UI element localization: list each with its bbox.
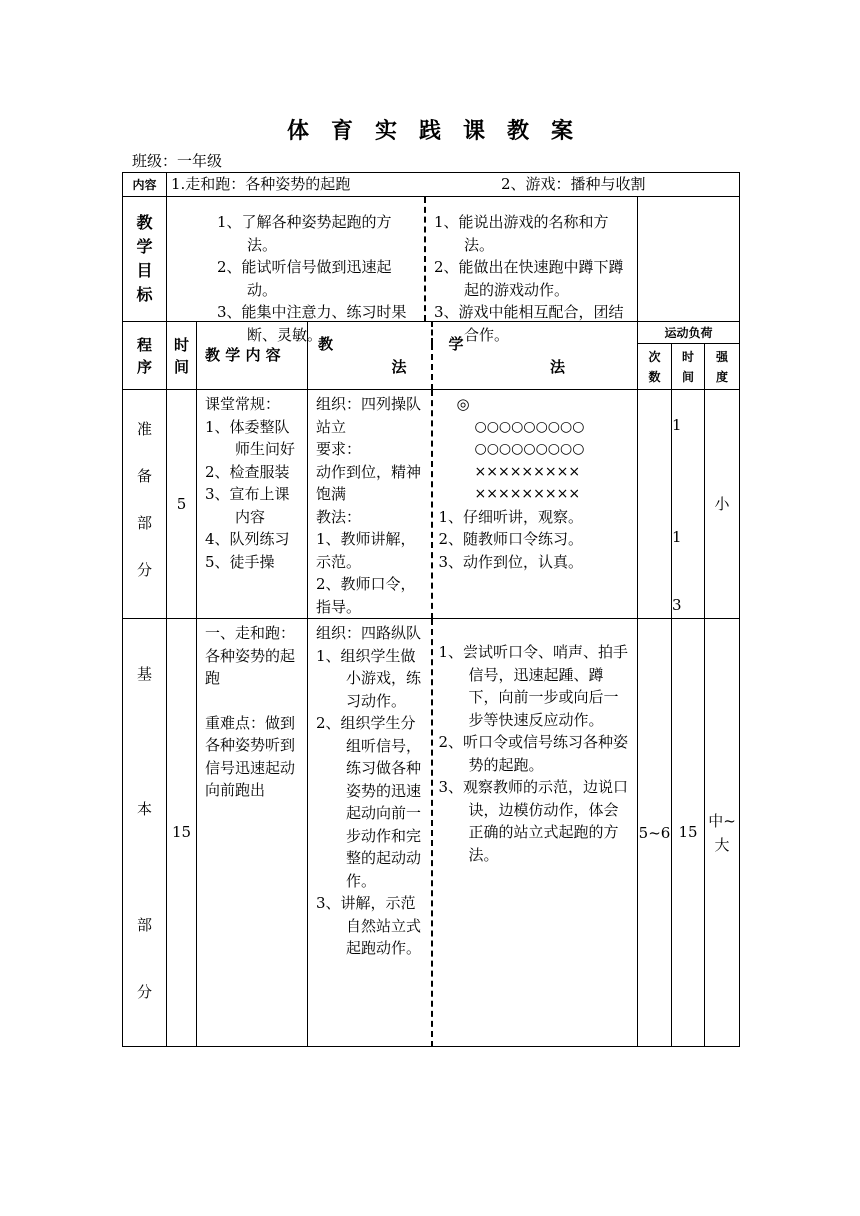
prep-content-item: 4、队列练习: [205, 530, 290, 548]
prep-label-char-2: 备: [136, 467, 152, 485]
prep-teach-item: 教法：: [316, 507, 362, 526]
title-char: 教: [507, 118, 530, 144]
prep-label-char-3: 部: [136, 514, 152, 532]
prep-teach-item: 组织：四列操队站立: [316, 395, 422, 436]
goal-item: 2、能试听信号做到迅速起动。: [217, 258, 392, 299]
title-char: 实: [374, 118, 397, 144]
prep-content-item: 课堂常规：: [205, 395, 281, 413]
header-learn-b: 法: [549, 357, 565, 376]
title-char: 育: [330, 118, 353, 144]
prep-load-time-2: 1: [672, 528, 682, 546]
prep-section-label: [123, 390, 167, 619]
class-label: 班级：一年级: [132, 152, 223, 170]
goals-label: [123, 197, 167, 322]
prep-content-item: 5、徒手操: [205, 552, 275, 571]
main-count: 5~6: [638, 619, 672, 1047]
header-order-char-2: 序: [136, 357, 152, 376]
main-learn-item: 3、观察教师的示范，边说口诀，边模仿动作，体会正确的站立式起跑的方法。: [438, 778, 629, 864]
student-row-circles: ○○○○○○○○○: [474, 418, 585, 435]
main-load-time: 15: [672, 619, 705, 1047]
header-load-time: [672, 344, 705, 390]
main-learn-item: 2、听口令或信号练习各种姿势的起跑。: [438, 733, 629, 774]
main-teach: [308, 619, 432, 1047]
content-item-2: 2、游戏：播种与收割: [501, 175, 646, 194]
prep-content-item: 2、检查服装: [205, 462, 290, 481]
lesson-plan-table: [122, 172, 740, 1047]
prep-content: [197, 390, 308, 619]
goal-item: 1、了解各种姿势起跑的方法。: [217, 213, 392, 254]
prep-teach-item: 要求：: [316, 440, 362, 458]
header-order-char-1: 程: [136, 335, 152, 354]
header-time-char-1: 时: [173, 335, 189, 354]
prep-count: [638, 390, 672, 619]
prep-teach-item: 动作到位，精神饱满: [316, 462, 422, 503]
prep-learn: [432, 390, 638, 619]
header-count-char-2: 数: [648, 369, 661, 384]
goals-label-char-4: 标: [136, 285, 153, 304]
header-count: [638, 344, 672, 390]
header-time-char-2: 间: [173, 357, 189, 376]
goal-item: 3、能集中注意力、练习时果断、灵敏。: [217, 303, 407, 344]
student-row-circles: ○○○○○○○○○: [474, 441, 585, 457]
student-row-crosses: ×××××××××: [474, 463, 581, 480]
header-learn-a: 学: [448, 335, 464, 353]
header-load: 运动负荷: [638, 322, 740, 344]
prep-learn-item: 2、随教师口令练习。: [438, 530, 584, 548]
prep-teach-item: 2、教师口令，指导。: [316, 575, 416, 616]
main-content: [197, 619, 308, 1047]
goals-label-char-2: 学: [136, 237, 153, 256]
goals-right: [426, 197, 637, 344]
goals-label-char-1: 教: [136, 213, 153, 232]
main-learn-item: 1、尝试听口令、哨声、拍手信号，迅速起踵、蹲下，向前一步或向后一步等快速反应动作。: [438, 643, 629, 729]
prep-label-char-1: 准: [136, 420, 152, 438]
main-teach-item: 1、组织学生做小游戏，练习动作。: [316, 646, 422, 710]
title-char: 案: [551, 118, 574, 144]
goals-right-extension: [638, 197, 740, 322]
prep-load-time-1: 1: [672, 416, 682, 434]
goal-item: 1、能说出游戏的名称和方法。: [434, 213, 609, 254]
main-teach-item: 2、组织学生分组听信号，练习做各种姿势的迅速起动向前一步动作和完整的起动动作。: [316, 714, 422, 890]
student-row-crosses: ×××××××××: [474, 486, 581, 502]
header-order: [123, 322, 167, 390]
content-cell: [167, 173, 740, 197]
prep-teach-item: 1、教师讲解，示范。: [316, 530, 416, 571]
content-item-1: 1.走和跑：各种姿势的起跑: [171, 175, 351, 194]
goals-left: [167, 197, 426, 344]
title-char: 课: [463, 118, 486, 144]
header-intensity: [705, 344, 740, 390]
main-content-a: 一、走和跑：各种姿势的起跑: [205, 624, 296, 687]
formation-diagram: [439, 393, 634, 506]
content-label: 内容: [123, 173, 167, 197]
goals-cell: [167, 197, 638, 344]
goal-item: 3、游戏中能相互配合，团结合作。: [434, 303, 624, 344]
prep-teach: [308, 390, 432, 619]
header-intensity-char-1: 强: [716, 349, 729, 364]
main-teach-title: 组织：四路纵队: [316, 624, 422, 642]
header-teach-b: 法: [391, 357, 407, 376]
main-label-char: 分: [136, 982, 152, 1001]
main-label-char: 本: [136, 799, 152, 818]
header-count-char-1: 次: [648, 349, 661, 364]
header-load-time-char-1: 时: [681, 349, 694, 364]
page-title: [0, 114, 860, 145]
main-teach-item: 3、讲解，示范自然站立式起跑动作。: [316, 894, 422, 957]
main-intensity: 中~大: [705, 619, 740, 1047]
header-intensity-char-2: 度: [716, 369, 729, 384]
prep-learn-item: 1、仔细听讲，观察。: [438, 507, 584, 526]
main-label-char: 基: [136, 665, 152, 683]
prep-content-item: 1、体委整队师生问好: [205, 417, 296, 458]
main-learn: [432, 619, 638, 1047]
header-time: [167, 322, 197, 390]
prep-load-time: [672, 390, 705, 619]
header-load-time-char-2: 间: [681, 369, 694, 384]
teacher-marker: ◎: [456, 395, 470, 413]
main-time: 15: [167, 619, 197, 1047]
header-teach-a: 教: [318, 335, 334, 353]
goal-item: 2、能做出在快速跑中蹲下蹲起的游戏动作。: [434, 258, 624, 299]
prep-learn-item: 3、动作到位，认真。: [438, 552, 584, 571]
main-label-char: 部: [136, 916, 152, 934]
prep-intensity: 小: [705, 390, 740, 619]
main-section-label: [123, 619, 167, 1047]
prep-load-time-3: 3: [672, 596, 682, 614]
main-content-b: 重难点：做到各种姿势听到信号迅速起动向前跑出: [205, 713, 296, 799]
prep-content-item: 3、宣布上课内容: [205, 485, 290, 526]
prep-time: 5: [167, 390, 197, 619]
header-content: 教 学 内 容: [197, 322, 308, 390]
title-char: 践: [418, 118, 441, 144]
prep-label-char-4: 分: [136, 561, 152, 579]
goals-label-char-3: 目: [136, 261, 153, 280]
title-char: 体: [286, 118, 309, 144]
